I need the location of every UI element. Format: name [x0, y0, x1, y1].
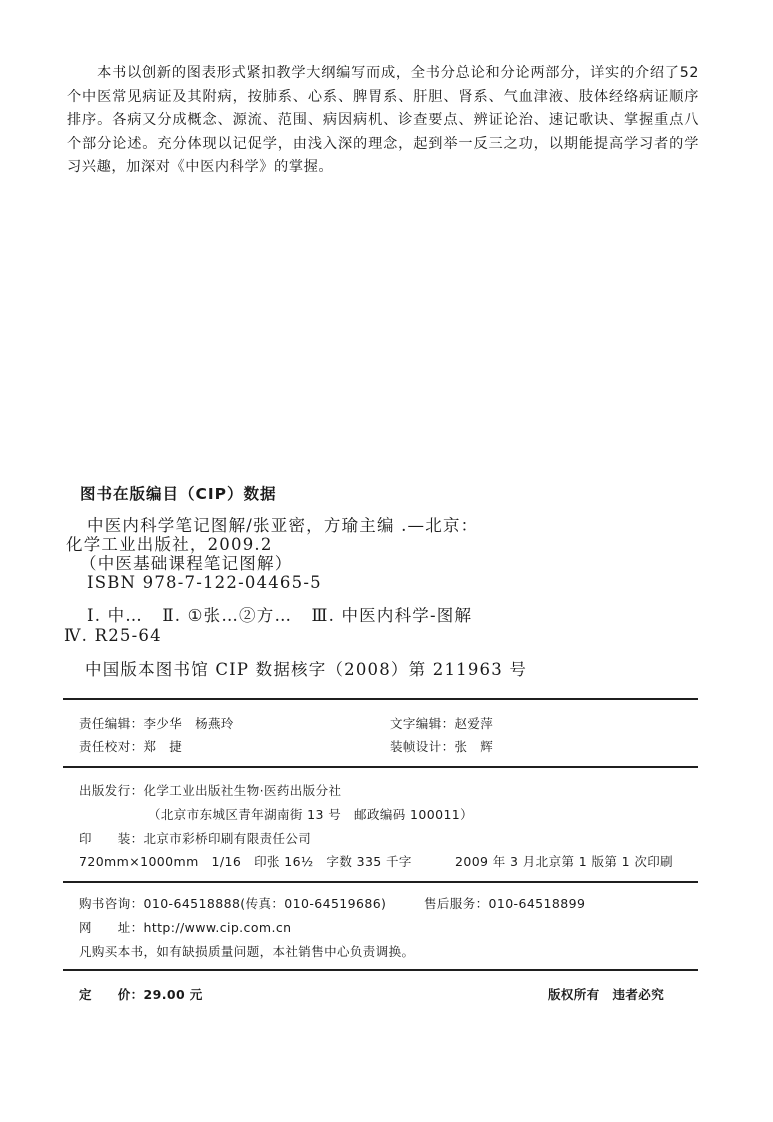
publisher: 出版发行：化学工业出版社生物·医药出版分社 [79, 783, 342, 798]
divider [63, 881, 698, 883]
description-text: 本书以创新的图表形式紧扣教学大纲编写而成，全书分总论和分论两部分，详实的介绍了52个中医常见病证及其附病，按肺系、心系、脾胃系、肝胆、肾系、气血津液、肢体经络病证顺序排序。各病又分成概念、源流、范围、病因病机、诊查要点、辨证论治、速记歌诀、掌握重点八个部分论述。充分体现以记促学，由浅入深的理念，起到举一反三之功，以期能提高学习者的学习兴趣，加深对《中医内科学》的掌握。 [67, 65, 699, 175]
publisher-address: （北京市东城区青年湖南街 13 号 邮政编码 100011） [148, 807, 474, 822]
replacement-notice: 凡购买本书，如有缺损质量问题，本社销售中心负责调换。 [79, 944, 415, 959]
cip-series: （中医基础课程笔记图解） [80, 554, 293, 573]
cip-publisher-date: 化学工业出版社，2009.2 [66, 535, 273, 554]
book-description [67, 62, 699, 180]
cip-verification-number: 中国版本图书馆 CIP 数据核字（2008）第 211963 号 [85, 660, 528, 679]
copyright-notice: 版权所有 违者必究 [548, 987, 665, 1002]
book-format: 720mm×1000mm 1/16 印张 16½ 字数 335 千字 [79, 854, 412, 869]
edition-info: 2009 年 3 月北京第 1 版第 1 次印刷 [455, 854, 674, 869]
divider [63, 698, 698, 700]
purchase-contact: 购书咨询：010-64518888(传真：010-64519686) [79, 896, 387, 911]
proofreader: 责任校对：郑 捷 [79, 739, 183, 754]
price: 定 价：29.00 元 [79, 987, 203, 1002]
cip-class-number: Ⅳ. R25-64 [64, 626, 162, 645]
divider [63, 766, 698, 768]
cover-designer: 装帧设计：张 辉 [390, 739, 494, 754]
printer: 印 装：北京市彩桥印刷有限责任公司 [79, 831, 312, 846]
cip-classification: Ⅰ. 中… Ⅱ. ①张…②方… Ⅲ. 中医内科学-图解 [87, 606, 473, 625]
cip-title-author: 中医内科学笔记图解/张亚密，方瑜主编 .—北京： [87, 516, 479, 535]
divider [63, 969, 698, 971]
after-sales-contact: 售后服务：010-64518899 [424, 896, 586, 911]
text-editor: 文字编辑：赵爱萍 [390, 716, 494, 731]
cip-isbn: ISBN 978-7-122-04465-5 [87, 573, 322, 592]
responsible-editor: 责任编辑：李少华 杨燕玲 [79, 716, 234, 731]
website: 网 址：http://www.cip.com.cn [79, 920, 292, 935]
cip-title: 图书在版编目（CIP）数据 [80, 485, 277, 503]
